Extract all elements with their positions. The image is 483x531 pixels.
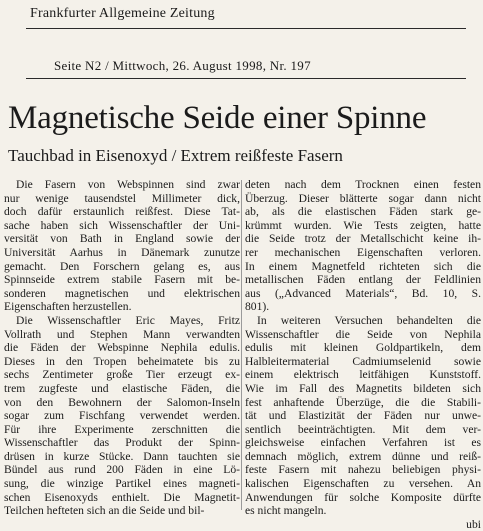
- article-line: ubi: [466, 517, 481, 531]
- article-line: Überzug. Dieser blätterte sogar dann nicht: [245, 191, 481, 205]
- article-column-left: [4, 178, 240, 518]
- article-line: trem zugfeste und elastische Fäden, die: [4, 381, 240, 395]
- issue-line: Seite N2 / Mittwoch, 26. August 1998, Nr. 197: [54, 58, 311, 73]
- article-line: Halbleitermaterial Cadmiumselenid sowie: [245, 354, 481, 368]
- article-line: fest anhaftende Überzüge, die die Stabili-: [245, 395, 481, 409]
- article-line: Vollrath und Stephen Mann verwandten: [4, 327, 240, 341]
- article-line: sogar zum Fischfang verwendet werden.: [4, 409, 240, 423]
- article-line: Die Fasern von Webspinnen sind zwar: [16, 178, 240, 191]
- article-line: Dieses in den Tropen beheimatete bis zu: [4, 354, 240, 368]
- masthead-rule: [26, 28, 466, 29]
- article-line: einem elektrisch leitfähigen Kunststoff.: [245, 368, 481, 382]
- article-line: sung, die winzige Partikel eines magneti-: [4, 477, 240, 491]
- article-line: versität von Bath in England sowie der: [4, 232, 240, 246]
- article-line: Teilchen hefteten sich an die Seide und bil-: [4, 504, 205, 518]
- article-line: tät und Elastizität der Fäden nur unwe-: [245, 409, 481, 423]
- article-line: metallischen Fäden entlang der Feldlinien: [245, 273, 481, 287]
- article-line: die Fäden der Webspinne Nephila edulis.: [4, 341, 240, 355]
- article-line: Für ihre Experimente zerschnitten die: [4, 422, 240, 436]
- article-column-right: [245, 178, 481, 531]
- article-line: In einem Magnetfeld richteten sich die: [245, 259, 481, 273]
- article-line: gemacht. Den Forschern gelang es, aus: [4, 259, 240, 273]
- masthead: Frankfurter Allgemeine Zeitung: [30, 6, 215, 21]
- article-line: 801).: [245, 300, 270, 314]
- article-line: Eigenschaften herzustellen.: [4, 300, 132, 314]
- article-line: aus („Advanced Materials“, Bd. 10, S.: [245, 286, 481, 300]
- article-line: Wie im Fall des Magnetits bildeten sich: [245, 381, 481, 395]
- article-line: von den Bewohnern der Salomon-Inseln: [4, 395, 240, 409]
- article-line: kalischen Eigenschaften zu versehen. An: [245, 477, 481, 491]
- article-line: ab, als die elastischen Fäden stark ge-: [245, 205, 481, 219]
- article-line: sechs Zentimeter große Tier erzeugt ex-: [4, 368, 240, 382]
- article-line: sache haben sich Wissenschaftler der Uni-: [4, 218, 240, 232]
- column-divider: [241, 180, 242, 510]
- article-line: feste Fasern mit nahezu beliebigen physi-: [245, 463, 481, 477]
- article-line: Spinnseide extrem stabile Fasern mit be-: [4, 273, 240, 287]
- article-line: doch dafür erstaunlich reißfest. Diese Tat-: [4, 205, 240, 219]
- article-line: edulis mit kleinen Goldpartikeln, dem: [245, 341, 481, 355]
- headline: Magnetische Seide einer Spinne: [8, 100, 427, 136]
- article-line: Anwendungen für solche Komposite dürfte: [245, 490, 481, 504]
- article-line: sonderen magnetischen und elektrischen: [4, 286, 240, 300]
- article-line: Wissenschaftler das Produkt der Spinn-: [4, 436, 240, 450]
- article-line: Universität Aarhus in Dänemark zunutze: [4, 245, 240, 259]
- article-line: Bündel aus rund 200 Fäden in eine Lö-: [4, 463, 240, 477]
- article-line: sentlich beeinträchtigten. Mit dem ver-: [245, 422, 481, 436]
- article-line: schen Eisenoxyds enthielt. Die Magnetit-: [4, 490, 240, 504]
- article-line: die Seide trotz der Metallschicht keine ih-: [245, 232, 481, 246]
- article-line: deten nach dem Trocknen einen festen: [245, 178, 481, 191]
- article-line: demnach möglich, extrem dünne und reiß-: [245, 449, 481, 463]
- article-line: In weiteren Versuchen behandelten die: [257, 313, 481, 327]
- article-line: Wissenschaftler die Seide von Nephila: [245, 327, 481, 341]
- subhead: Tauchbad in Eisenoxyd / Extrem reißfeste Fasern: [8, 146, 343, 165]
- issue-rule: [26, 78, 466, 79]
- article-line: nur wenige tausendstel Millimeter dick,: [4, 191, 240, 205]
- article-line: krümmt wurden. Wie Tests zeigten, hatte: [245, 218, 481, 232]
- article-line: Die Wissenschaftler Eric Mayes, Fritz: [16, 313, 240, 327]
- article-line: es nicht mangeln.: [245, 504, 327, 518]
- article-line: gleichsweise einfachen Verfahren ist es: [245, 436, 481, 450]
- article-line: rer mechanischen Eigenschaften verloren.: [245, 245, 481, 259]
- article-line: drüsen in kurze Stücke. Dann tauchten sie: [4, 449, 240, 463]
